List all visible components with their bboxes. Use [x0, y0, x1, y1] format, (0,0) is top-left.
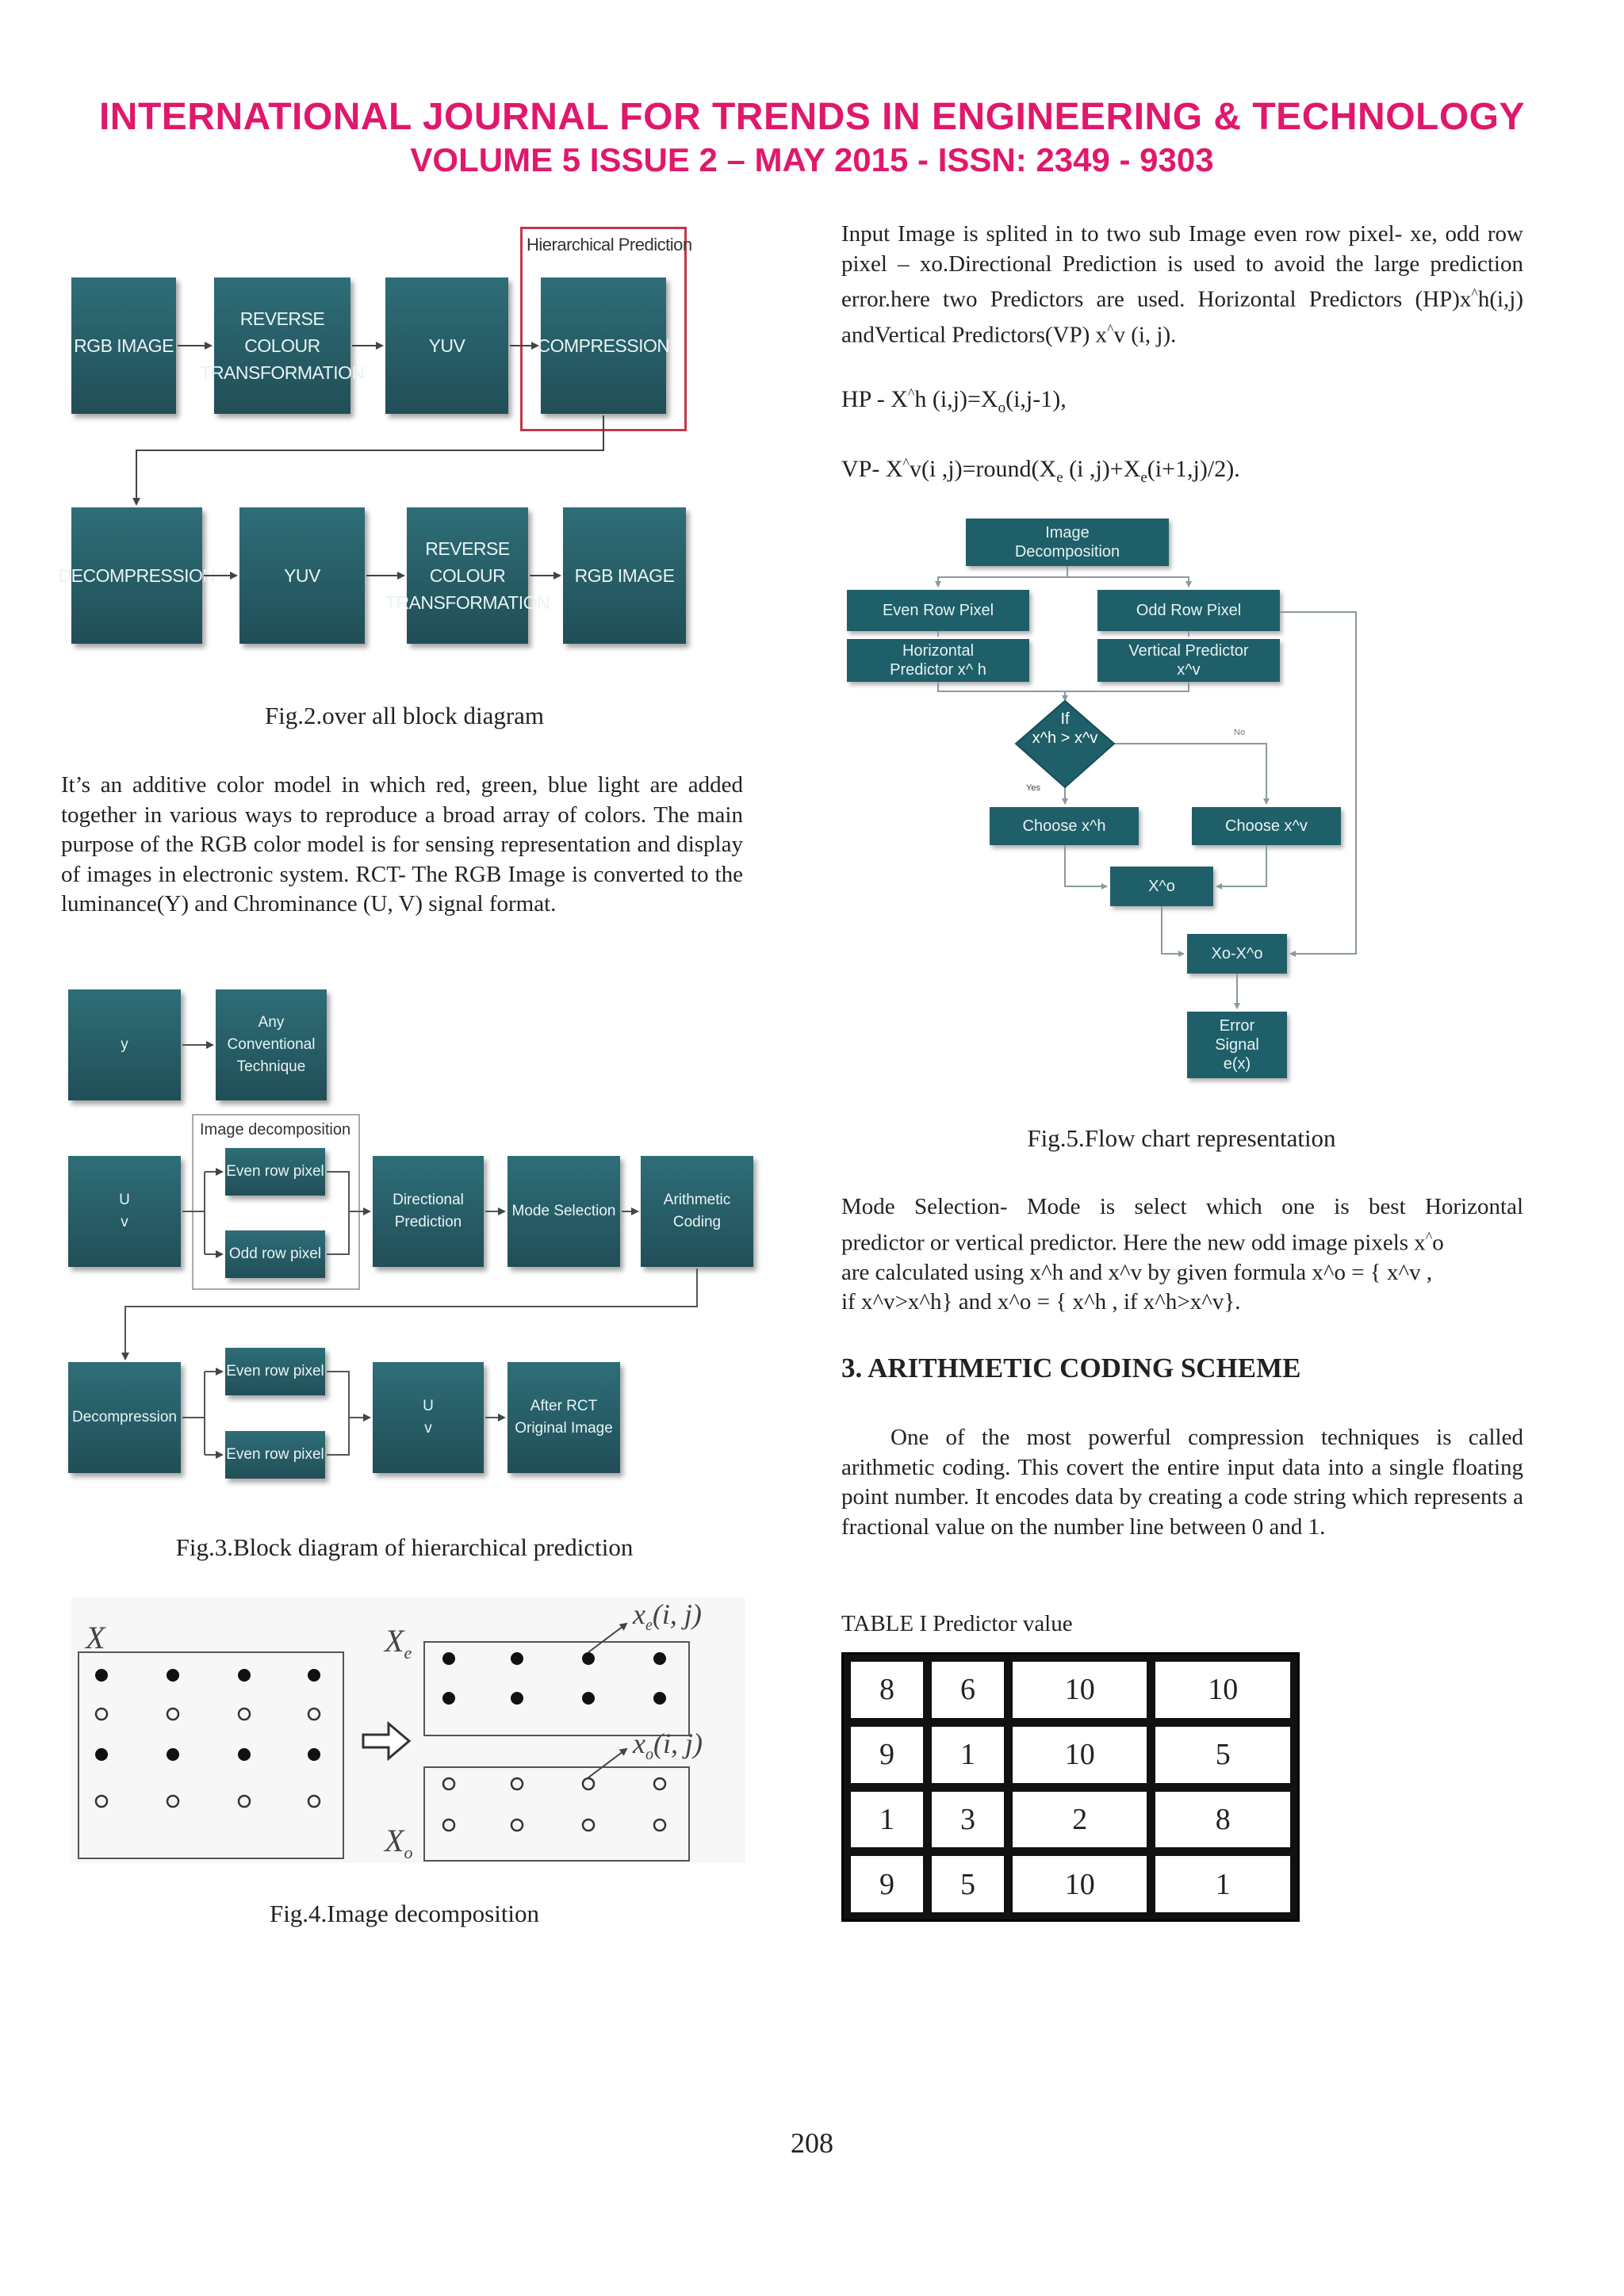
fig2-rgb-image-2: RGB IMAGE — [563, 507, 686, 644]
fig2-yuv: YUV — [385, 277, 508, 414]
fig5-error-signal: Error Signal e(x) — [1187, 1012, 1287, 1078]
fig4-xo-annotation: $x_o(i$, j) — [633, 1728, 703, 1764]
fig5-vertical-predictor: Vertical Predictor x^v — [1097, 639, 1280, 682]
fig3-caption: Fig.3.Block diagram of hierarchical prediction — [175, 1533, 634, 1561]
table-cell: 10 — [1011, 1725, 1148, 1785]
hp-formula: HP - X^h $(i,j)=X_o(i,j-1)$, — [841, 385, 1067, 416]
fig4-xe-label: $X_e$ — [385, 1623, 412, 1663]
fig4-xe-annotation: $x_e(i$, j) — [633, 1598, 702, 1635]
fig3-y-block: y — [68, 989, 181, 1100]
table-cell: 9 — [849, 1725, 925, 1785]
fig4-xo-label: $X_o$ — [385, 1823, 413, 1862]
fig2-reverse-colour-2: REVERSE COLOUR TRANSFORMATION — [407, 507, 528, 644]
fig5-image-decomposition: Image Decomposition — [966, 519, 1169, 566]
fig3-any-technique: Any Conventional Technique — [216, 989, 327, 1100]
fig5-connectors — [938, 566, 1356, 1008]
table-cell: 2 — [1011, 1790, 1148, 1850]
fig4-hollow-arrow-icon — [363, 1724, 409, 1758]
fig3-even-row-a: Even row pixel — [225, 1348, 325, 1395]
prediction-paragraph: Input Image is splited in to two sub Image even row pixel- xe, odd row pixel – xo.Directional Prediction is used to avoid the large prediction error.here two Predictors are used. Horizontal Predictors (HP)x^h(i,j) andVertical Predictors(VP) x^v (i, j). — [841, 221, 1523, 348]
fig3-arithmetic: Arithmetic Coding — [641, 1156, 753, 1267]
fig4-caption: Fig.4.Image decomposition — [269, 1900, 540, 1927]
fig3-arrows — [125, 1045, 697, 1455]
fig5-difference: Xo-X^o — [1187, 934, 1287, 974]
mode-line-4: if x^v>x^h} and x^o = { x^h , if x^h>x^v}. — [841, 1289, 1241, 1315]
fig5-horizontal-predictor: Horizontal Predictor x^ h — [847, 639, 1029, 682]
fig5-odd-row: Odd Row Pixel — [1097, 590, 1280, 631]
table-cell: 1 — [1154, 1854, 1292, 1914]
rgb-paragraph: It’s an additive color model in which red, green, blue light are added together in various ways to reproduce a broad array of colors. The main purpose of the RGB color model is for sensing representation and display of images in electronic system. RCT- The RGB Image is converted to the luminance(Y) and Chrominance (U, V) signal format. — [61, 772, 743, 916]
mode-line-2: predictor or vertical predictor. Here the new odd image pixels x^o — [841, 1228, 1444, 1256]
fig3-after-rct: After RCT Original Image — [508, 1362, 620, 1473]
fig5-even-row: Even Row Pixel — [847, 590, 1029, 631]
fig2-rgb-image: RGB IMAGE — [71, 277, 176, 414]
fig3-directional: Directional Prediction — [373, 1156, 484, 1267]
table-cell: 10 — [1011, 1854, 1148, 1914]
mode-line-3: are calculated using x^h and x^v by given formula x^o = { x^v , — [841, 1259, 1433, 1285]
fig5-yes-label: Yes — [1026, 783, 1040, 793]
table-cell: 5 — [930, 1854, 1005, 1914]
table-cell: 6 — [930, 1660, 1005, 1720]
arithmetic-paragraph: One of the most powerful compression techniques is called arithmetic coding. This covert the entire input data into a single floating point number. It encodes data by creating a code string which represents a fractional value on the number line between 0 and 1. — [841, 1425, 1523, 1540]
page-number: 208 — [791, 2127, 833, 2159]
table-caption: TABLE I Predictor value — [841, 1611, 1073, 1636]
fig3-uv-block-2: U v — [373, 1362, 484, 1473]
fig3-odd-row: Odd row pixel — [225, 1230, 325, 1278]
fig4-x-label: X — [86, 1620, 105, 1655]
fig2-decompression: DECOMPRESSION — [71, 507, 202, 644]
fig3-group-label: Image decomposition — [200, 1121, 351, 1138]
fig5-choose-v: Choose x^v — [1192, 807, 1341, 845]
fig4-dots — [95, 1624, 666, 1831]
fig2-caption: Fig.2.over all block diagram — [264, 702, 545, 729]
table-cell: 8 — [1154, 1790, 1292, 1850]
fig3-decompression: Decompression — [68, 1362, 181, 1473]
fig3-uv-block: U v — [68, 1156, 181, 1267]
table-cell: 1 — [849, 1790, 925, 1850]
fig5-caption: Fig.5.Flow chart representation — [1027, 1124, 1336, 1152]
fig2-group-label: Hierarchical Prediction — [527, 235, 692, 254]
table-cell: 10 — [1154, 1660, 1292, 1720]
fig2-compression: COMPRESSION — [541, 277, 666, 414]
table-cell: 9 — [849, 1854, 925, 1914]
fig2-reverse-colour: REVERSE COLOUR TRANSFORMATION — [214, 277, 350, 414]
table-cell: 8 — [849, 1660, 925, 1720]
fig3-even-row-b: Even row pixel — [225, 1431, 325, 1479]
fig3-even-row: Even row pixel — [225, 1148, 325, 1196]
table-cell: 5 — [1154, 1725, 1292, 1785]
section-3-heading: 3. ARITHMETIC CODING SCHEME — [841, 1353, 1301, 1383]
journal-volume: VOLUME 5 ISSUE 2 – MAY 2015 - ISSN: 2349 - 9303 — [410, 141, 1214, 178]
fig3-mode-selection: Mode Selection — [508, 1156, 620, 1267]
vp-formula: VP- X^v(i $,j)=round(X_e$ (i $,j)+X_e(i+1,j)/2$). — [841, 455, 1240, 486]
table-cell: 3 — [930, 1790, 1005, 1850]
fig5-xo-hat: X^o — [1110, 867, 1213, 906]
mode-line-1: Mode Selection- Mode is select which one is best Horizontal — [841, 1194, 1523, 1219]
fig5-condition: If x^h > x^v — [1032, 710, 1098, 747]
table-cell: 1 — [930, 1725, 1005, 1785]
fig5-choose-h: Choose x^h — [990, 807, 1139, 845]
fig2-arrows — [136, 346, 603, 576]
fig2-yuv-2: YUV — [239, 507, 365, 644]
fig5-no-label: No — [1234, 728, 1246, 737]
journal-title: INTERNATIONAL JOURNAL FOR TRENDS IN ENGINEERING & TECHNOLOGY — [98, 96, 1526, 138]
table-cell: 10 — [1011, 1660, 1148, 1720]
